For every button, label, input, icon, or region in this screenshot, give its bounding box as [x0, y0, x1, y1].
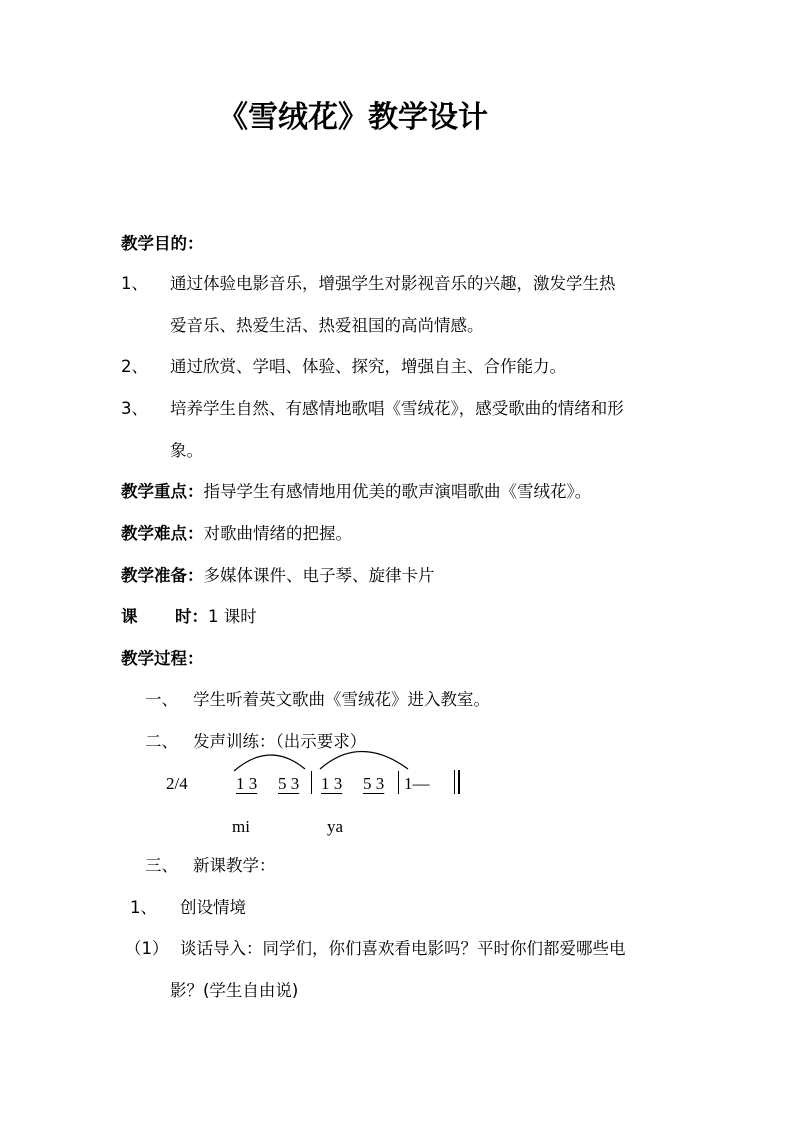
step-3-number: 三、: [145, 856, 178, 875]
substep-1-number: 1、: [130, 898, 157, 917]
goal-3-number: 3、: [121, 399, 148, 418]
substep-1-1-text-continued: 影？(学生自由说): [170, 981, 299, 1000]
note-group: 1 3: [321, 774, 343, 793]
time-signature: 2/4: [166, 774, 188, 793]
step-2-number: 二、: [145, 732, 178, 751]
slur-mark: [234, 755, 305, 771]
goal-2-text: 通过欣赏、学唱、体验、探究，增强自主、合作能力。: [170, 357, 566, 376]
substep-1-1-number: （1）: [125, 939, 169, 958]
process-heading: 教学过程：: [121, 649, 204, 668]
step-3-text: 新课教学：: [193, 856, 276, 875]
double-bar-line: [458, 770, 460, 794]
note-group: 5 3: [278, 774, 300, 793]
step-1-number: 一、: [145, 690, 178, 709]
note-group: 1 3: [236, 774, 258, 793]
goals-heading: 教学目的：: [121, 234, 204, 253]
goal-1-text-continued: 爱音乐、热爱生活、热爱祖国的高尚情感。: [170, 316, 484, 335]
goal-3-text: 培养学生自然、有感情地歌唱《雪绒花》，感受歌曲的情绪和形: [170, 399, 624, 418]
lesson-time-value: 1 课时: [208, 607, 257, 626]
lesson-time-label-b: 时：: [175, 607, 208, 626]
note-group: 5 3: [363, 774, 385, 793]
preparation-text: 多媒体课件、电子琴、旋律卡片: [203, 566, 435, 585]
slur-mark: [320, 752, 408, 770]
goal-1-text: 通过体验电影音乐，增强学生对影视音乐的兴趣，激发学生热: [170, 274, 616, 293]
key-point-text: 指导学生有感情地用优美的歌声演唱歌曲《雪绒花》。: [203, 482, 592, 501]
step-1-text: 学生听着英文歌曲《雪绒花》进入教室。: [193, 690, 490, 709]
bar-line: [398, 771, 399, 794]
lesson-time-label-a: 课: [121, 607, 138, 626]
key-point-label: 教学重点：: [121, 482, 204, 501]
substep-1-1-text: 谈话导入：同学们，你们喜欢看电影吗？平时你们都爱哪些电: [180, 939, 626, 958]
final-note: 1—: [404, 774, 430, 793]
goal-2-number: 2、: [121, 357, 148, 376]
goal-1-number: 1、: [121, 274, 148, 293]
difficulty-label: 教学难点：: [121, 524, 204, 543]
difficulty-text: 对歌曲情绪的把握。: [203, 524, 352, 543]
substep-1-text: 创设情境: [180, 898, 246, 917]
double-bar-line: [454, 770, 455, 794]
goal-3-text-continued: 象。: [170, 441, 203, 460]
document-title: 《雪绒花》教学设计: [218, 100, 488, 135]
bar-line: [311, 771, 312, 794]
preparation-label: 教学准备：: [121, 566, 204, 585]
step-2-text: 发声训练：（出示要求）: [193, 732, 367, 751]
lyric-syllable: mi: [232, 817, 250, 836]
lyric-syllable: ya: [327, 817, 344, 836]
